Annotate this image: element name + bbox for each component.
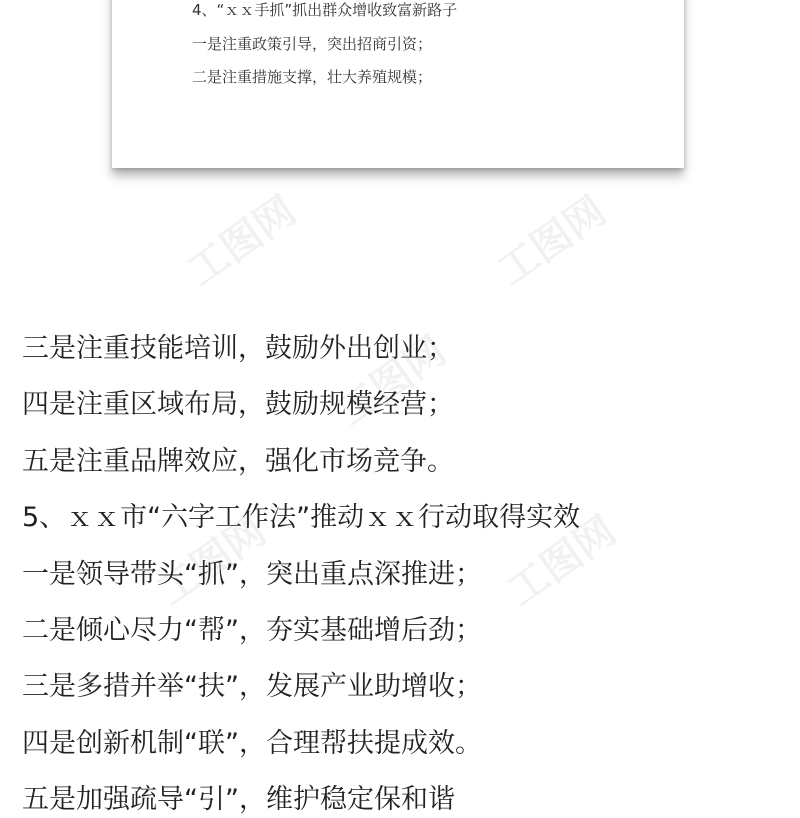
watermark-text: 工图网: [499, 508, 625, 615]
body-line: 五是加强疏导“引”，维护稳定保和谐: [22, 784, 455, 815]
watermark-text: 工图网: [329, 328, 455, 435]
card-line: 一是注重政策引导，突出招商引资；: [192, 35, 433, 53]
body-line: 三是多措并举“扶”，发展产业助增收；: [22, 671, 482, 702]
card-line: 二是注重措施支撑，壮大养殖规模；: [192, 68, 433, 86]
body-heading-5: 5、ｘｘ市“六字工作法”推动ｘｘ行动取得实效: [22, 502, 581, 533]
document-card: [112, 0, 684, 168]
body-line: 五是注重品牌效应，强化市场竞争。: [22, 446, 454, 477]
body-line: 二是倾心尽力“帮”，夯实基础增后劲；: [22, 615, 482, 646]
body-line: 四是创新机制“联”，合理帮扶提成效。: [22, 728, 482, 759]
watermark-text: 工图网: [489, 188, 615, 295]
card-heading-4: 4、“ｘｘ手抓”抓出群众增收致富新路子: [192, 1, 458, 19]
body-line: 四是注重区域布局，鼓励规模经营；: [22, 389, 454, 420]
watermark-text: 工图网: [149, 508, 275, 615]
body-line: 一是领导带头“抓”，突出重点深推进；: [22, 559, 482, 590]
body-line: 三是注重技能培训，鼓励外出创业；: [22, 333, 454, 364]
watermark-text: 工图网: [179, 188, 305, 295]
